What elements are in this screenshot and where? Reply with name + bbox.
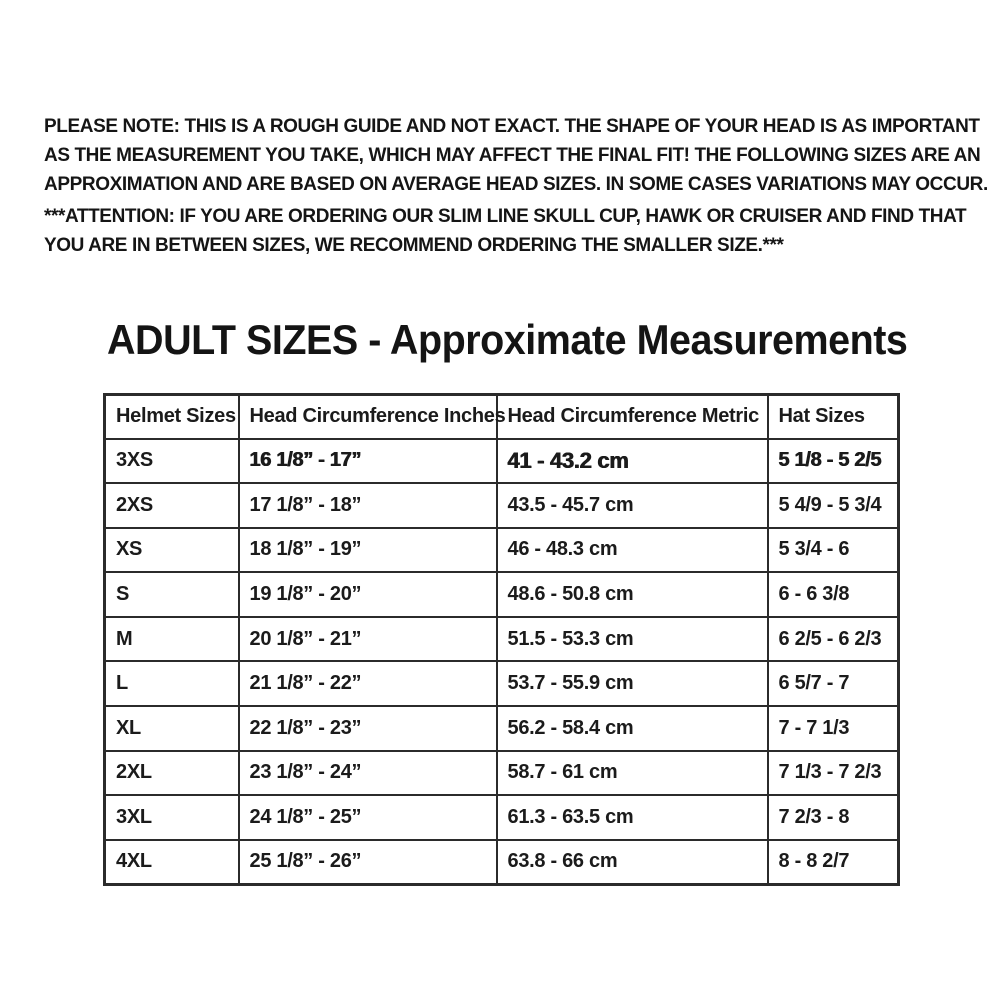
circumference-inches-cell: 24 1/8” - 25” bbox=[239, 795, 497, 840]
table-header-row bbox=[105, 395, 899, 439]
helmet-size-cell: XS bbox=[105, 528, 239, 573]
circumference-metric-cell: 61.3 - 63.5 cm bbox=[497, 795, 768, 840]
adult-sizes-table bbox=[103, 393, 900, 886]
circumference-inches-cell: 18 1/8” - 19” bbox=[239, 528, 497, 573]
please-note-line: PLEASE NOTE: THIS IS A ROUGH GUIDE AND NOT EXACT. THE SHAPE OF YOUR HEAD IS AS IMPORTANT bbox=[44, 116, 980, 137]
table-row bbox=[105, 483, 899, 528]
circumference-metric-cell: 63.8 - 66 cm bbox=[497, 840, 768, 885]
helmet-size-cell: 3XL bbox=[105, 795, 239, 840]
please-note-paragraph bbox=[44, 112, 988, 199]
circumference-inches-cell: 16 1/8” - 17” bbox=[239, 439, 497, 484]
circumference-inches-cell: 17 1/8” - 18” bbox=[239, 483, 497, 528]
column-header-hat-sizes: Hat Sizes bbox=[768, 395, 899, 439]
circumference-inches-cell: 23 1/8” - 24” bbox=[239, 751, 497, 796]
hat-size-cell: 7 1/3 - 7 2/3 bbox=[768, 751, 899, 796]
circumference-inches-cell: 25 1/8” - 26” bbox=[239, 840, 497, 885]
hat-size-cell: 5 1/8 - 5 2/5 bbox=[768, 439, 899, 484]
column-header-circumference-metric: Head Circumference Metric bbox=[497, 395, 768, 439]
circumference-metric-cell: 43.5 - 45.7 cm bbox=[497, 483, 768, 528]
hat-size-cell: 6 - 6 3/8 bbox=[768, 572, 899, 617]
please-note-line: AS THE MEASUREMENT YOU TAKE, WHICH MAY AFFECT THE FINAL FIT! THE FOLLOWING SIZES ARE AN bbox=[44, 145, 981, 166]
circumference-metric-cell: 48.6 - 50.8 cm bbox=[497, 572, 768, 617]
helmet-size-cell: 2XS bbox=[105, 483, 239, 528]
hat-size-cell: 5 3/4 - 6 bbox=[768, 528, 899, 573]
circumference-inches-cell: 22 1/8” - 23” bbox=[239, 706, 497, 751]
table-row bbox=[105, 528, 899, 573]
hat-size-cell: 7 - 7 1/3 bbox=[768, 706, 899, 751]
attention-paragraph bbox=[44, 202, 966, 260]
column-header-circumference-inches: Head Circumference Inches bbox=[239, 395, 497, 439]
helmet-size-cell: 4XL bbox=[105, 840, 239, 885]
helmet-size-cell: 3XS bbox=[105, 439, 239, 484]
circumference-metric-cell: 46 - 48.3 cm bbox=[497, 528, 768, 573]
helmet-size-cell: L bbox=[105, 661, 239, 706]
helmet-size-cell: M bbox=[105, 617, 239, 662]
table-row bbox=[105, 439, 899, 484]
circumference-inches-cell: 21 1/8” - 22” bbox=[239, 661, 497, 706]
page-title: ADULT SIZES - Approximate Measurements bbox=[107, 316, 908, 363]
circumference-inches-cell: 20 1/8” - 21” bbox=[239, 617, 497, 662]
column-header-helmet-sizes: Helmet Sizes bbox=[105, 395, 239, 439]
table-row bbox=[105, 617, 899, 662]
hat-size-cell: 5 4/9 - 5 3/4 bbox=[768, 483, 899, 528]
table-row bbox=[105, 706, 899, 751]
table-row bbox=[105, 751, 899, 796]
helmet-size-cell: S bbox=[105, 572, 239, 617]
circumference-metric-cell: 58.7 - 61 cm bbox=[497, 751, 768, 796]
hat-size-cell: 8 - 8 2/7 bbox=[768, 840, 899, 885]
helmet-size-cell: 2XL bbox=[105, 751, 239, 796]
table-row bbox=[105, 661, 899, 706]
hat-size-cell: 6 5/7 - 7 bbox=[768, 661, 899, 706]
circumference-inches-cell: 19 1/8” - 20” bbox=[239, 572, 497, 617]
circumference-metric-cell: 53.7 - 55.9 cm bbox=[497, 661, 768, 706]
circumference-metric-cell: 41 - 43.2 cm bbox=[497, 439, 768, 484]
hat-size-cell: 6 2/5 - 6 2/3 bbox=[768, 617, 899, 662]
table-row bbox=[105, 572, 899, 617]
helmet-size-cell: XL bbox=[105, 706, 239, 751]
table-row bbox=[105, 840, 899, 885]
attention-line: YOU ARE IN BETWEEN SIZES, WE RECOMMEND ORDERING THE SMALLER SIZE.*** bbox=[44, 235, 784, 256]
circumference-metric-cell: 51.5 - 53.3 cm bbox=[497, 617, 768, 662]
table-row bbox=[105, 795, 899, 840]
attention-line: ***ATTENTION: IF YOU ARE ORDERING OUR SLIM LINE SKULL CUP, HAWK OR CRUISER AND FIND THAT bbox=[44, 206, 967, 227]
hat-size-cell: 7 2/3 - 8 bbox=[768, 795, 899, 840]
circumference-metric-cell: 56.2 - 58.4 cm bbox=[497, 706, 768, 751]
please-note-line: APPROXIMATION AND ARE BASED ON AVERAGE HEAD SIZES. IN SOME CASES VARIATIONS MAY OCCUR. bbox=[44, 174, 988, 195]
